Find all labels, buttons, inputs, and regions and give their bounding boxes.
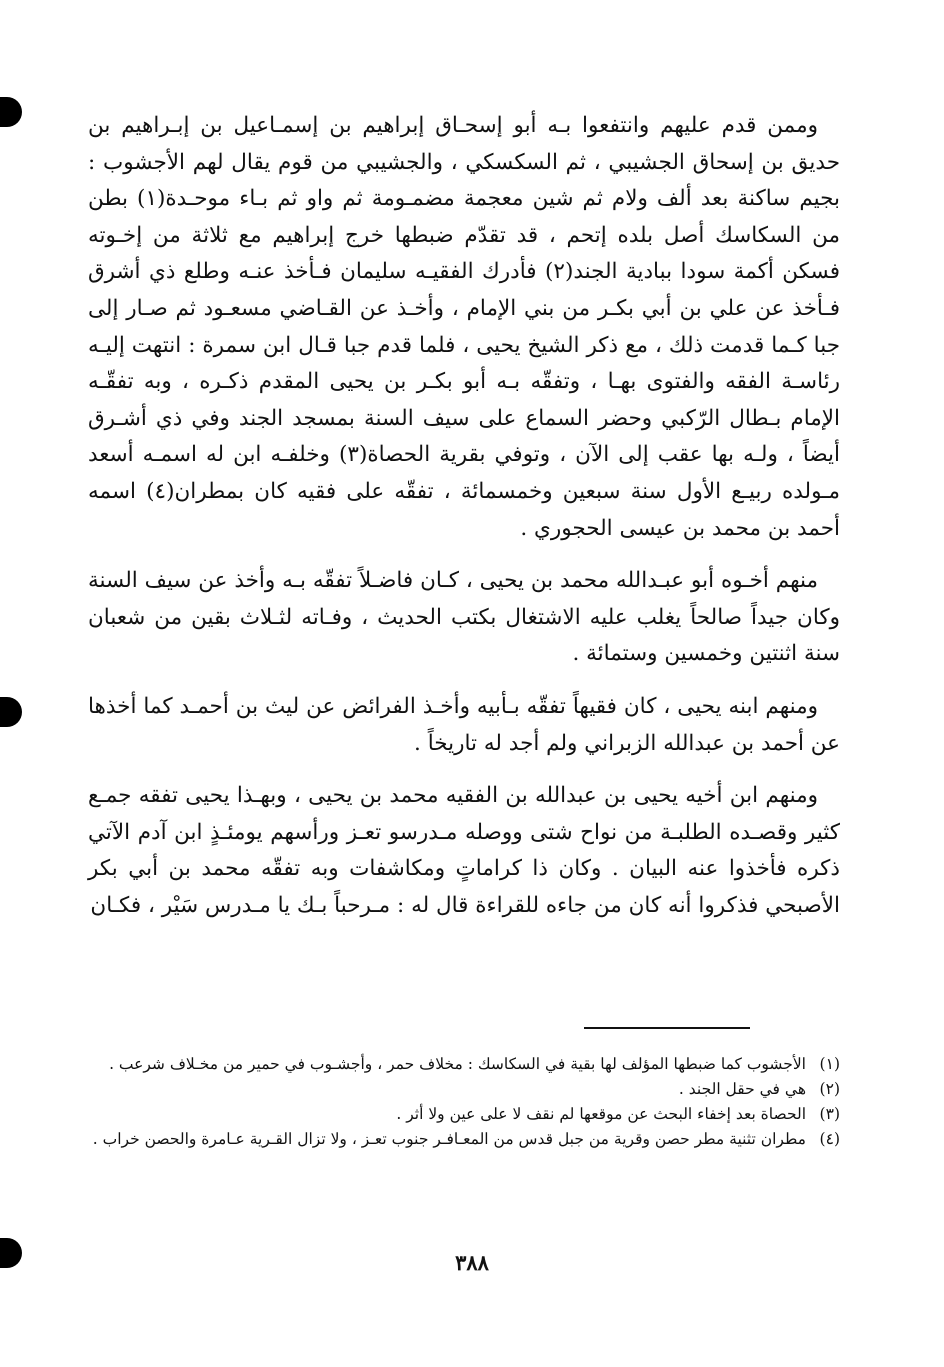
binder-hole-top — [0, 97, 22, 127]
footnote-text: مطران تثنية مطر حصن وقرية من جبل قدس من المعـافـر جنوب تعـز ، ولا تزال القـرية عـامرة والحصن خراب . — [92, 1130, 806, 1148]
footnote-number: (٢) — [819, 1080, 840, 1098]
footnote-number: (١) — [819, 1055, 840, 1073]
footnote-text: الأجشوب كما ضبطها المؤلف لها بقية في السكاسك : مخلاف حمر ، وأجشـوب في حمير من مخـلاف شرعب . — [109, 1055, 806, 1073]
footnote-text: الحصاة بعد إخفاء البحث عن موقعها لم نقف لا على عين ولا أثر . — [396, 1105, 806, 1123]
footnote-2 — [90, 1077, 840, 1102]
footnote-separator — [584, 1027, 750, 1029]
footnote-number: (٣) — [819, 1105, 840, 1123]
paragraph-3: ومنهم ابنه يحيى ، كان فقيهاً تفقّه بـأبيه وأخـذ الفرائض عن ليث بن أحمـد كما أخذها عن أحمد بن عبدالله الزبراني ولم أجد له تاريخاً . — [88, 693, 840, 756]
binder-hole-middle — [0, 697, 22, 727]
paragraph-1: وممن قدم عليهم وانتفعوا بـه أبو إسحـاق إبراهيم بن إسمـاعيل بن إبـراهيم بن حديق بن إسحاق الجشيبي ، ثم السكسكي ، والجشيبي من قوم يقال لهم الأجشوب : بجيم ساكنة بعد ألف ولام ثم شين معجمة مضمـومة ثم واو ثم بـاء موحـدة(١) بطن من السكاسك أصل بلده إتحم ، قد تقدّم ضبطها خرج إبراهيم مع ثلاثة من إخـوته فسكن أكمة سودا ببادية الجند(٢) فأدرك الفقيـه سليمان فـأخذ عنـه وطلع ذي أشرق فـأخذ عن علي بن أبي بكـر من بني الإمام ، وأخـذ عن القـاضي مسعـود ثم صـار إلى جبا كـما قدمت ذلك ، مع ذكر الشيخ يحيى ، فلما قدم جبا قـال ابن سمرة : انتهت إليـه رئاسـة الفقه والفتوى بهـا ، وتفقّه بـه أبو بكـر بن يحيى المقدم ذكـره ، وبه تفقّـه الإمام بـطال الرّكبي وحضر السماع على سيف السنة بمسجد الجند وفي ذي أشـرق أيضاً ، ولـه بها عقب إلى الآن ، وتوفي بقرية الحصاة(٣) وخلفـه ابن له اسمـه أسعد مـولده ربيـع الأول سنة سبعين وخمسمائة ، تفقّه على فقيه كان بمطران(٤) اسمه أحمد بن محمد بن عيسى الحجوري . — [88, 113, 840, 541]
footnotes — [90, 1052, 840, 1152]
paragraph-4: ومنهم ابن أخيه يحيى بن عبدالله بن الفقيه محمد بن يحيى ، وبهـذا يحيى تفقه جمـع كثير وقصـده الطلبـة من نواح شتى ووصله مـدرسو تعـز ورأسهم يومئـذٍ ابن آدم الآتي ذكره فأخذوا عنه البيان . وكان ذا كراماتٍ ومكاشفات وبه تفقّه محمد بن أبي بكر الأصبحي فذكروا أنه كان من جاءه للقراءة قال له : مـرحباً بـك يا مـدرس سَيْر ، فكـان — [88, 783, 840, 918]
footnote-3 — [90, 1102, 840, 1127]
main-text — [88, 108, 840, 924]
footnote-text: هي في حقل الجند . — [678, 1080, 806, 1098]
page-number: ٣٨٨ — [455, 1250, 489, 1275]
footnote-4 — [90, 1127, 840, 1152]
footnote-number: (٤) — [819, 1130, 840, 1148]
paragraph-2: منهم أخـوه أبو عبـدالله محمد بن يحيى ، كـان فاضـلاً تفقّه بـه وأخذ عن سيف السنة وكان جيداً صالحاً يغلب عليه الاشتغال بكتب الحديث ، وفـاته لثـلاث بقين من شعبان سنة اثنتين وخمسين وستمائة . — [88, 568, 840, 667]
footnote-1 — [90, 1052, 840, 1077]
